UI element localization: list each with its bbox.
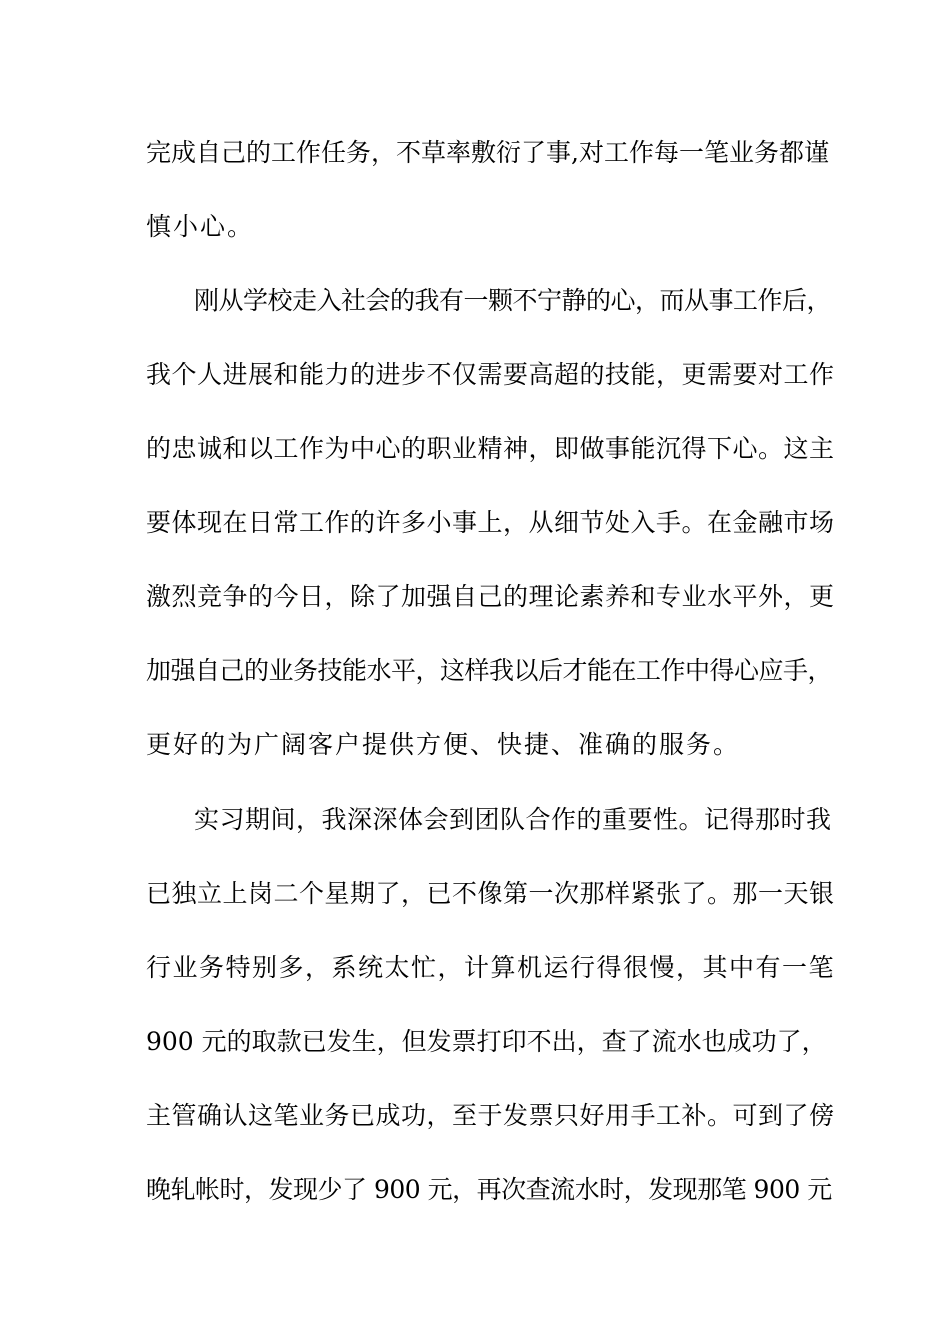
- text-line: 晚轧帐时，发现少了 900 元，再次查流水时，发现那笔 900 元: [146, 1175, 832, 1204]
- text-line: 完成自己的工作任务，不草率敷衍了事,对工作每一笔业务都谨: [146, 138, 829, 167]
- text-line: 的忠诚和以工作为中心的职业精神，即做事能沉得下心。这主: [146, 434, 835, 463]
- text-line: 行业务特别多，系统太忙，计算机运行得很慢，其中有一笔: [146, 953, 836, 982]
- paragraph-first-line: 刚从学校走入社会的我有一颗不宁静的心，而从事工作后，: [194, 286, 832, 315]
- text-line: 主管确认这笔业务已成功，至于发票只好用手工补。可到了傍: [146, 1101, 835, 1130]
- text-line: 900 元的取款已发生，但发票打印不出，查了流水也成功了，: [146, 1027, 827, 1056]
- text-line: 加强自己的业务技能水平，这样我以后才能在工作中得心应手，: [146, 656, 833, 685]
- text-line: 慎小心。: [146, 212, 255, 241]
- text-line: 我个人进展和能力的进步不仅需要高超的技能，更需要对工作: [146, 360, 835, 389]
- text-line: 激烈竞争的今日，除了加强自己的理论素养和专业水平外，更: [146, 582, 835, 611]
- text-line: 已独立上岗二个星期了，已不像第一次那样紧张了。那一天银: [146, 879, 835, 908]
- text-line: 更好的为广阔客户提供方便、快捷、准确的服务。: [146, 730, 741, 759]
- text-line: 要体现在日常工作的许多小事上，从细节处入手。在金融市场: [146, 508, 835, 537]
- paragraph-first-line: 实习期间，我深深体会到团队合作的重要性。记得那时我: [194, 805, 832, 834]
